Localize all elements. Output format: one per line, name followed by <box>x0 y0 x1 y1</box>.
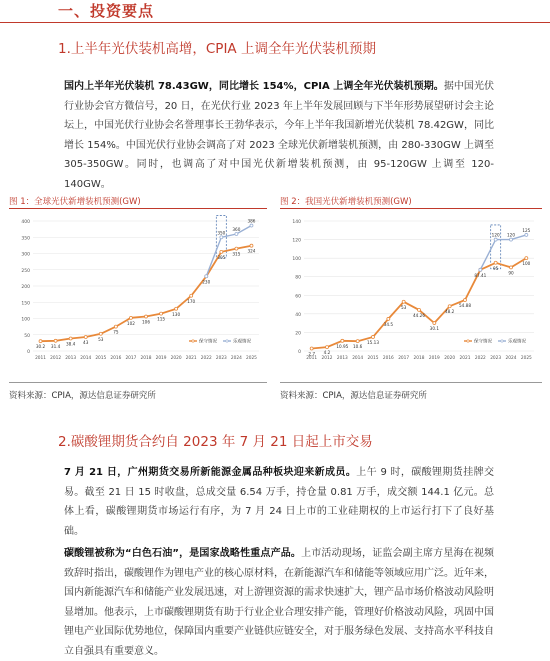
y-tick-label: 200 <box>21 285 30 290</box>
data-point <box>235 247 238 250</box>
x-tick-label: 2016 <box>382 356 394 361</box>
x-tick-label: 2021 <box>459 356 471 361</box>
x-tick-label: 2025 <box>520 356 532 361</box>
section-2-p2-body: 上市活动现场，证监会副主席方星海在视频致辞时指出，碳酸锂作为锂电产业的核心原材料，在新能源汽车和储能等领域应用广泛。近年来，国内新能源汽车和储能产业发展迅速，对上游锂资源的需求快速扩大，锂产品市场价格波动风险明显增加。他表示，上市碳酸锂期货有助于行业企业合理安排产能，管理好价格波动风险，巩固中国锂电产业国际优势地位，保障国内重要产业链供应链安全，对于服务绿色发展、支持高水平科技自立自强具有重要意义。 <box>64 548 494 657</box>
legend-marker <box>501 340 503 342</box>
data-label: 130 <box>172 311 181 317</box>
data-point <box>525 233 528 236</box>
data-point <box>372 335 375 338</box>
data-point <box>69 337 72 340</box>
data-point <box>175 307 178 310</box>
data-point <box>190 294 193 297</box>
section-2-p2-lead: 碳酸锂被称为“白色石油”，是国家战略性重点产品。 <box>64 548 302 559</box>
data-label: 230 <box>202 279 211 285</box>
series-line-conservative <box>312 258 527 348</box>
data-label: 386 <box>247 218 256 224</box>
section-2-paragraph-1 <box>64 463 494 541</box>
data-label: 95 <box>492 265 499 271</box>
y-tick-label: 60 <box>295 294 301 300</box>
x-tick-label: 2022 <box>474 356 486 361</box>
data-label: 10.6 <box>353 344 363 350</box>
legend-marker <box>192 340 194 342</box>
data-point <box>220 250 223 253</box>
data-label: 87.41 <box>474 272 487 278</box>
figure-1-chart <box>9 213 267 373</box>
x-tick-label: 2024 <box>230 356 242 361</box>
section-2-paragraph-2 <box>64 544 494 661</box>
y-tick-label: 140 <box>292 220 301 225</box>
x-tick-label: 2022 <box>200 356 212 361</box>
figure-1-source: 资料来源：CPIA，源达信息证券研究所 <box>9 391 156 401</box>
data-label: 324 <box>247 248 256 254</box>
x-tick-label: 2012 <box>50 356 62 361</box>
legend-marker <box>226 340 228 342</box>
data-point <box>39 340 42 343</box>
legend-label: 乐观情况 <box>233 339 251 345</box>
x-tick-label: 2023 <box>215 356 227 361</box>
data-point <box>510 238 513 241</box>
data-label: 44.26 <box>413 312 425 318</box>
figure-2-chart <box>280 213 542 373</box>
x-tick-label: 2015 <box>95 356 107 361</box>
x-tick-label: 2011 <box>35 356 47 361</box>
data-point <box>494 261 497 264</box>
x-tick-label: 2024 <box>505 356 517 361</box>
section-1-body: 据中国光伏行业协会官方微信号，20 日，在光伏行业 2023 年上半年发展回顾与下半年形势展望研讨会主论坛上，中国光伏行业协会名誉理事长王勃华表示，今年上半年我国新增光伏装机 78.42GW，同比增长 154%。中国光伏行业协会调高了对 2023 全球光伏新增装机预测，由 280-330GW 上调至 305-350GW。同时，也调高了对中国光伏新增装机预测，由 95-120GW 上调至 120-140GW。 <box>64 81 495 190</box>
data-label: 30.1 <box>429 326 439 332</box>
data-point <box>464 299 467 302</box>
y-tick-label: 120 <box>292 238 301 244</box>
data-label: 350 <box>217 230 226 236</box>
data-label: 38.4 <box>66 341 76 347</box>
data-label: 54.88 <box>459 303 471 309</box>
x-tick-label: 2020 <box>170 356 182 361</box>
x-tick-label: 2015 <box>367 356 379 361</box>
data-label: 100 <box>522 261 531 267</box>
y-tick-label: 300 <box>21 252 30 258</box>
x-tick-label: 2019 <box>428 356 440 361</box>
data-label: 43 <box>83 340 89 346</box>
data-label: 106 <box>142 319 150 325</box>
section-2-p1-lead: 7 月 21 日，广州期货交易所新能源金属品种板块迎来新成员。 <box>64 467 357 478</box>
figure-2-source: 资料来源：CPIA，源达信息证券研究所 <box>280 391 427 401</box>
x-tick-label: 2018 <box>140 356 152 361</box>
section-1-lead: 国内上半年光伏装机 78.43GW，同比增长 154%，CPIA 上调全年光伏装机预期。 <box>64 81 444 92</box>
data-point <box>433 322 436 325</box>
data-label: 53 <box>98 336 104 342</box>
y-tick-label: 0 <box>27 350 30 355</box>
data-label: 2.7 <box>308 351 316 357</box>
page-heading: 一、投资要点 <box>58 2 155 20</box>
data-point <box>402 300 405 303</box>
data-label: 102 <box>126 320 135 326</box>
data-label: 120 <box>491 232 500 238</box>
section-1-title: 1.上半年光伏装机高增，CPIA 上调全年光伏装机预期 <box>58 41 376 57</box>
data-label: 30.2 <box>35 344 46 350</box>
data-point <box>84 336 87 339</box>
x-tick-label: 2021 <box>185 356 197 361</box>
data-label: 360 <box>232 227 241 232</box>
x-tick-label: 2017 <box>125 356 137 361</box>
data-label: 15.13 <box>367 339 379 345</box>
data-point <box>418 308 421 311</box>
y-tick-label: 350 <box>21 236 30 242</box>
series-line-conservative <box>41 246 252 342</box>
figure-1-bottom-rule <box>9 382 267 383</box>
data-label: 125 <box>522 227 531 233</box>
y-tick-label: 80 <box>295 275 301 281</box>
data-point <box>235 233 238 236</box>
data-point <box>54 339 57 342</box>
data-point <box>387 317 390 320</box>
data-label: 34.5 <box>383 321 393 327</box>
x-tick-label: 2014 <box>80 356 92 361</box>
data-point <box>250 224 253 227</box>
data-point <box>356 340 359 343</box>
section-2-title: 2.碳酸锂期货合约自 2023 年 7 月 21 日起上市交易 <box>58 434 373 450</box>
y-tick-label: 100 <box>21 317 30 323</box>
legend-label: 保守情况 <box>199 339 217 345</box>
data-point <box>494 238 497 241</box>
x-tick-label: 2013 <box>336 356 348 361</box>
x-tick-label: 2017 <box>398 356 410 361</box>
data-point <box>129 316 132 319</box>
x-tick-label: 2014 <box>352 356 364 361</box>
data-label: 31.4 <box>50 343 61 349</box>
x-tick-label: 2011 <box>306 356 318 361</box>
x-tick-label: 2025 <box>245 356 257 361</box>
data-label: 115 <box>157 316 166 322</box>
y-tick-label: 150 <box>21 301 30 307</box>
x-tick-label: 2013 <box>65 356 77 361</box>
y-tick-label: 40 <box>295 312 301 318</box>
data-point <box>448 305 451 308</box>
data-label: 90 <box>508 270 514 276</box>
data-point <box>525 257 528 260</box>
data-point <box>99 332 102 335</box>
data-label: 120 <box>507 232 515 238</box>
y-tick-label: 400 <box>21 220 30 225</box>
section-2-p1-body: 上午 9 时，碳酸锂期货挂牌交易。截至 21 日 15 时收盘，总成交量 6.54 万手，持仓量 0.81 万手，成交额 144.1 亿元。总体上看，碳酸锂期货市场运行有序，为 7 月 24 日上市的工业硅期权的上市运行打下了良好基础。 <box>64 467 494 537</box>
data-point <box>114 325 117 328</box>
figure-2-bottom-rule <box>280 382 542 383</box>
x-tick-label: 2020 <box>444 356 456 361</box>
data-label: 4.2 <box>323 350 331 356</box>
data-label: 53 <box>400 304 407 310</box>
y-tick-label: 100 <box>292 257 301 263</box>
figure-1-caption: 图 1：全球光伏新增装机预测(GW) <box>9 197 141 207</box>
x-tick-label: 2018 <box>413 356 425 361</box>
x-tick-label: 2016 <box>110 356 122 361</box>
x-tick-label: 2012 <box>321 356 333 361</box>
data-point <box>326 346 329 349</box>
data-point <box>310 347 313 350</box>
data-label: 315 <box>232 251 241 257</box>
page-header <box>0 0 550 23</box>
legend-label: 保守情况 <box>474 339 492 345</box>
data-point <box>510 266 513 269</box>
data-label: 10.95 <box>336 343 349 349</box>
data-label: 305 <box>217 254 226 260</box>
x-tick-label: 2019 <box>155 356 167 361</box>
data-point <box>250 244 253 247</box>
y-tick-label: 0 <box>298 350 301 355</box>
data-point <box>479 268 482 271</box>
legend-label: 乐观情况 <box>508 339 526 345</box>
data-point <box>341 339 344 342</box>
data-point <box>145 315 148 318</box>
legend-marker <box>467 340 469 342</box>
data-point <box>220 236 223 239</box>
data-point <box>205 275 208 278</box>
y-tick-label: 250 <box>21 268 30 274</box>
figure-2-rule <box>280 208 542 209</box>
x-tick-label: 2023 <box>490 356 502 361</box>
figure-1-rule <box>9 208 267 209</box>
data-point <box>160 312 163 315</box>
y-tick-label: 20 <box>295 331 301 337</box>
data-label: 170 <box>187 298 196 304</box>
data-label: 75 <box>113 329 119 335</box>
section-1-paragraph <box>64 77 494 194</box>
data-label: 48.2 <box>445 309 455 315</box>
y-tick-label: 50 <box>24 333 30 339</box>
figure-2-caption: 图 2：我国光伏新增装机预测(GW) <box>280 197 412 207</box>
